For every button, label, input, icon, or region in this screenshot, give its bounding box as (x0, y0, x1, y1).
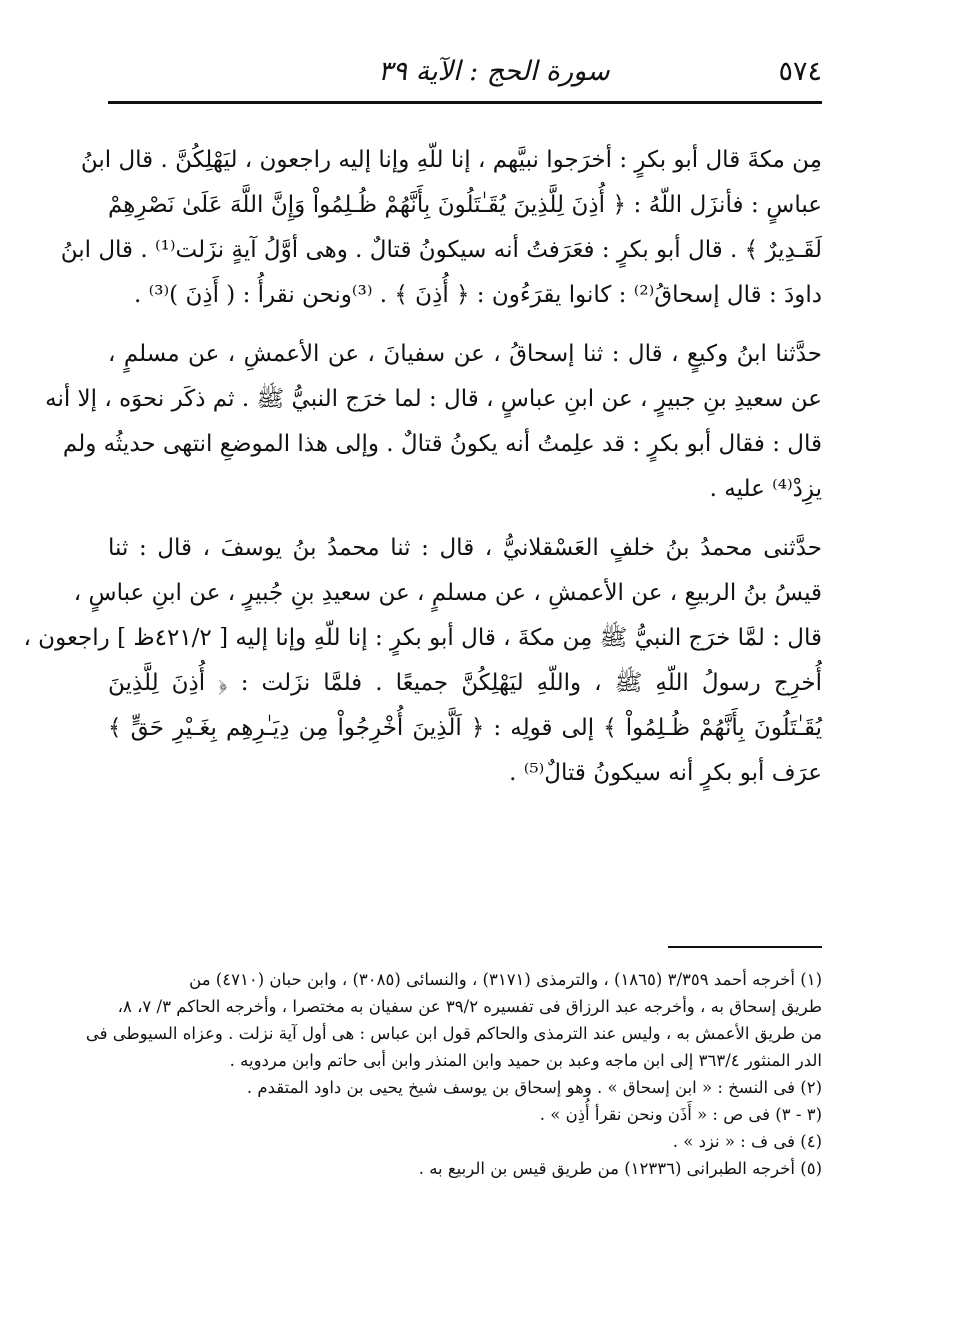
footnotes (85, 966, 822, 1182)
header-rule (108, 101, 822, 104)
footnote-line: (٢) فى النسخ : « ابن إسحاق » . وهو إسحاق بن يوسف شيخ يحيى بن داود المتقدم . (246, 1078, 822, 1097)
text-line: عباسٍ : فأنزَل اللّهُ : ﴿ أُذِنَ لِلَّذِينَ يُقَـٰتَلُونَ بِأَنَّهُمْ ظُـلِمُواْ وَإِنَّ اللَّهَ عَلَىٰ نَصْرِهِمْ (108, 192, 822, 218)
footnote-3 (108, 1101, 822, 1128)
footnote-line: من طريق الأعمش به ، وليس عند الترمذى والحاكم قول ابن عباس : هى أول آية نزلت . وعزاه السيوطى فى (85, 1024, 822, 1043)
footnote-line: (٥) أخرجه الطبرانى (١٢٣٣٦) من طريق قيس بن الربيع به . (418, 1159, 822, 1178)
page-header (108, 52, 822, 92)
text-line: عن سعيدِ بنِ جبيرٍ ، عن ابنِ عباسٍ ، قال : لما خرَج النبيُّ ﷺ . ثم ذكَر نحوَه ، إلا أنه (45, 386, 822, 412)
paragraph-1 (60, 138, 822, 318)
text-line: داودَ : قال إسحاقُ⁽²⁾ : كانوا يقرَءُون : ﴿ أُذِنَ ﴾ . ⁽³⁾ونحن نقرأُ : ( أَذِنَ )⁽³⁾ . (134, 282, 822, 308)
footnote-line: طريق إسحاق به ، وأخرجه عبد الرزاق فى تفسيره ٣٩/٢ عن سفيان به مختصرا ، وأخرجه الحاكم ٣/ ٧، ٨، (117, 997, 822, 1016)
text-line: قال : لمَّا خرَج النبيُّ ﷺ مِن مكةَ ، قال أبو بكرٍ : إنا للّهِ وإنا إليه [ ٤٢١/٢ظ ] راجعون ، (23, 625, 822, 651)
page-number: ٥٧٤ (778, 56, 822, 87)
text-line: مِن مكةَ قال أبو بكرٍ : أخرَجوا نبيَّهم ، إنا للّهِ وإنا إليه راجعون ، ليَهْلِكُنَّ . قال ابنُ (80, 147, 822, 173)
running-title: سورة الحج : الآية ٣٩ (378, 56, 610, 87)
main-text (23, 138, 822, 810)
text-line: قيسُ بنُ الربيعِ ، عن الأعمشِ ، عن مسلمٍ ، عن سعيدِ بنِ جُبيرٍ ، عن ابنِ عباسٍ ، (73, 580, 822, 606)
paragraph-2 (45, 332, 822, 512)
text-line: يزِدْ⁽⁴⁾ عليه . (709, 476, 822, 502)
text-line: يُقَـٰتَلُونَ بِأَنَّهُمْ ظُـلِمُواْ ﴾ إلى قولِه : ﴿ اَلَّذِينَ أُخْرِجُواْ مِن دِيَـٰرِهِم بِغَـيْرِ حَقٍّ ﴾ (108, 715, 822, 741)
text-line: لَقَـدِيرٌ ﴾ . قال أبو بكرٍ : فعَرَفتُ أنه سيكونُ قتالٌ . وهى أوَّلُ آيةٍ نزَلت⁽¹⁾ . قال ابنُ (60, 237, 822, 263)
footnote-2 (108, 1074, 822, 1101)
footnote-line: (٣ - ٣) فى ص : « أَذَن ونحن نقرأ أُذِن » . (539, 1105, 822, 1124)
footnote-5 (108, 1155, 822, 1182)
footnote-line: (٤) فى ف : « نزد » . (672, 1132, 822, 1151)
footnote-line: الدر المنثور ٣٦٣/٤ إلى ابن ماجه وعبد بن حميد وابن المنذر وابن أبى حاتم وابن مردويه . (229, 1051, 822, 1070)
footnote-line: (١) أخرجه أحمد ٣/٣٥٩ (١٨٦٥) ، والترمذى (٣١٧١) ، والنسائى (٣٠٨٥) ، وابن حبان (٤٧١٠) من (189, 970, 822, 989)
paragraph-3 (23, 526, 822, 796)
text-line: أُخرِج رسولُ اللّهِ ﷺ ، واللّهِ ليَهْلِكُنَّ جميعًا . فلمَّا نزَلت : ﴿ أُذِنَ لِلَّذِينَ (108, 670, 822, 696)
text-line: حدَّثنى محمدُ بنُ خلفٍ العَسْقلانيُّ ، قال : ثنا محمدُ بنُ يوسفَ ، قال : ثنا (108, 535, 822, 561)
footnote-separator (668, 946, 822, 948)
footnote-1 (85, 966, 822, 1074)
text-line: قال : فقال أبو بكرٍ : قد علِمتُ أنه يكونُ قتالٌ . وإلى هذا الموضعِ انتهى حديثُه ولم (62, 431, 822, 457)
text-line: عرَف أبو بكرٍ أنه سيكونُ قتالٌ⁽⁵⁾ . (509, 760, 822, 786)
text-line: حدَّثنا ابنُ وكيعٍ ، قال : ثنا إسحاقُ ، عن سفيانَ ، عن الأعمشِ ، عن مسلمٍ ، (108, 341, 822, 367)
footnote-4 (108, 1128, 822, 1155)
